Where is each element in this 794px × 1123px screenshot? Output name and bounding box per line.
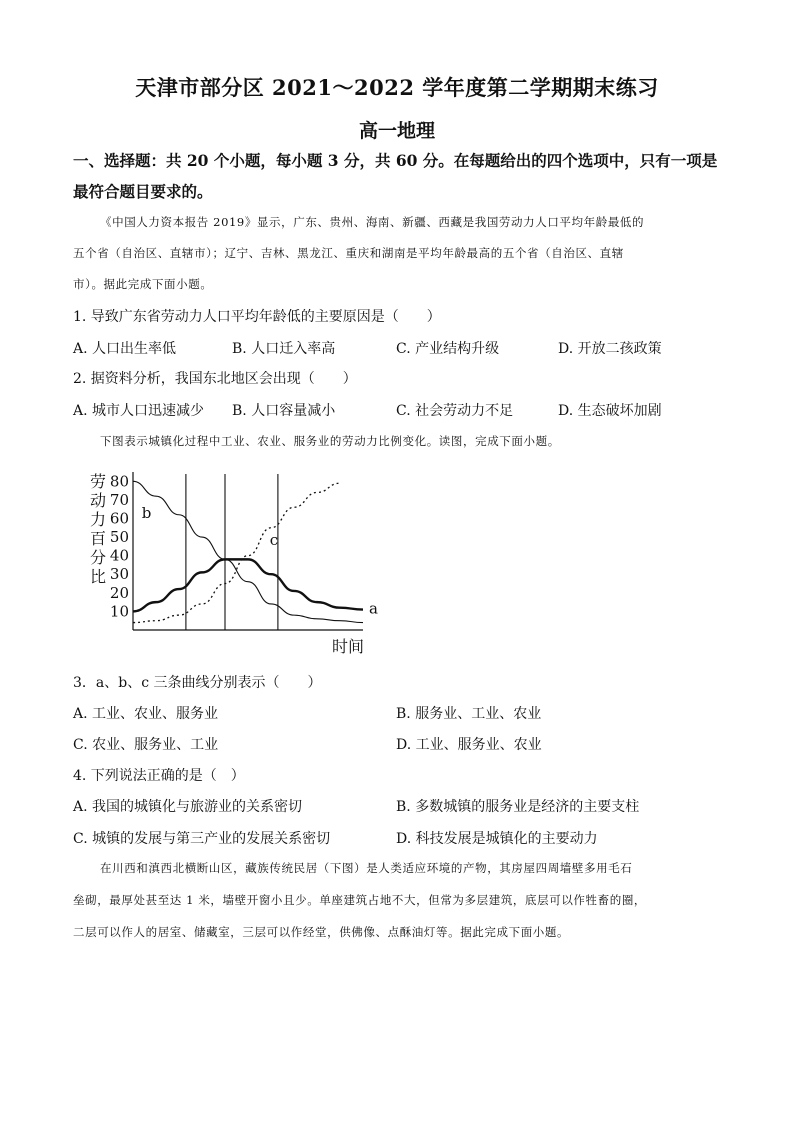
curve-label-a: a: [369, 599, 378, 618]
q2-option-b: B. 人口容量减小: [232, 403, 336, 419]
q1-option-d: D. 开放二孩政策: [558, 341, 662, 357]
x-axis-label: 时间: [331, 637, 365, 656]
passage3-line: 二层可以作人的居室、储藏室，三层可以作经堂，供佛像、点酥油灯等。据此完成下面小题。: [73, 925, 570, 939]
passage1-line: 《中国人力资本报告 2019》显示，广东、贵州、海南、新疆、西藏是我国劳动力人口平均年龄最低的: [100, 215, 645, 229]
question-3-stem: 3．a、b、c 三条曲线分别表示（ ）: [73, 675, 322, 691]
y-tick-label: 40: [109, 546, 129, 565]
q3-option-b: B. 服务业、工业、农业: [396, 706, 542, 722]
passage1-line: 五个省（自治区、直辖市）；辽宁、吉林、黑龙江、重庆和湖南是平均年龄最高的五个省（自治区、直辖: [73, 246, 624, 260]
y-tick-label: 60: [109, 509, 129, 528]
q1-option-a: A. 人口出生率低: [73, 341, 177, 357]
y-tick-label: 50: [109, 528, 129, 547]
q2-option-c: C. 社会劳动力不足: [396, 403, 514, 419]
series-b-line: [133, 481, 363, 622]
y-tick-label: 80: [109, 472, 129, 491]
y-axis-label-char: 劳: [89, 472, 107, 491]
y-axis-label-char: 动: [89, 491, 107, 510]
q4-option-c: C. 城镇的发展与第三产业的发展关系密切: [73, 831, 331, 847]
y-axis-label-char: 分: [89, 548, 107, 567]
q4-option-d: D. 科技发展是城镇化的主要动力: [396, 831, 598, 847]
q1-option-b: B. 人口迁入率高: [232, 341, 336, 357]
question-4-stem: 4. 下列说法正确的是（ ）: [73, 768, 245, 784]
passage1-line: 市）。据此完成下面小题。: [73, 277, 213, 291]
section-heading: 一、选择题：共 20 个小题，每小题 3 分，共 60 分。在每题给出的四个选项中，只有一项是: [73, 151, 718, 170]
q3-option-a: A. 工业、农业、服务业: [73, 706, 219, 722]
y-tick-label: 10: [109, 602, 129, 621]
q2-option-a: A. 城市人口迅速减少: [73, 403, 205, 419]
passage3-line: 在川西和滇西北横断山区，藏族传统民居（下图）是人类适应环境的产物，其房屋四周墙壁多用毛石: [100, 861, 633, 875]
curve-label-c: c: [269, 530, 279, 549]
y-tick-label: 20: [109, 583, 129, 602]
y-tick-label: 30: [109, 565, 129, 584]
q4-option-b: B. 多数城镇的服务业是经济的主要支柱: [396, 799, 640, 815]
question-1-stem: 1. 导致广东省劳动力人口平均年龄低的主要原因是（ ）: [73, 309, 441, 325]
section-heading-cont: 最符合题目要求的。: [73, 182, 213, 201]
series-c-line: [133, 483, 340, 622]
question-2-stem: 2. 据资料分析，我国东北地区会出现（ ）: [73, 371, 357, 387]
passage2-line: 下图表示城镇化过程中工业、农业、服务业的劳动力比例变化。读图，完成下面小题。: [100, 434, 560, 448]
y-axis-label-char: 比: [89, 567, 107, 586]
y-axis-label-char: 百: [89, 529, 107, 548]
labor-chart: [80, 462, 380, 660]
passage3-line: 垒砌，最厚处甚至达 1 米，墙壁开窗小且少。单座建筑占地不大，但常为多层建筑，底层可以作牲畜的圈，: [73, 893, 647, 907]
q3-option-d: D. 工业、服务业、农业: [396, 737, 542, 753]
q3-option-c: C. 农业、服务业、工业: [73, 737, 219, 753]
y-tick-label: 70: [109, 490, 129, 509]
y-axis-label-char: 力: [89, 510, 107, 529]
page-title: 天津市部分区 2021～2022 学年度第二学期期末练习: [135, 75, 659, 100]
q4-option-a: A. 我国的城镇化与旅游业的关系密切: [73, 799, 303, 815]
page-subtitle: 高一地理: [358, 120, 435, 142]
curve-label-b: b: [141, 504, 152, 523]
q1-option-c: C. 产业结构升级: [396, 341, 500, 357]
q2-option-d: D. 生态破坏加剧: [558, 403, 662, 419]
series-a-line: [133, 559, 363, 611]
